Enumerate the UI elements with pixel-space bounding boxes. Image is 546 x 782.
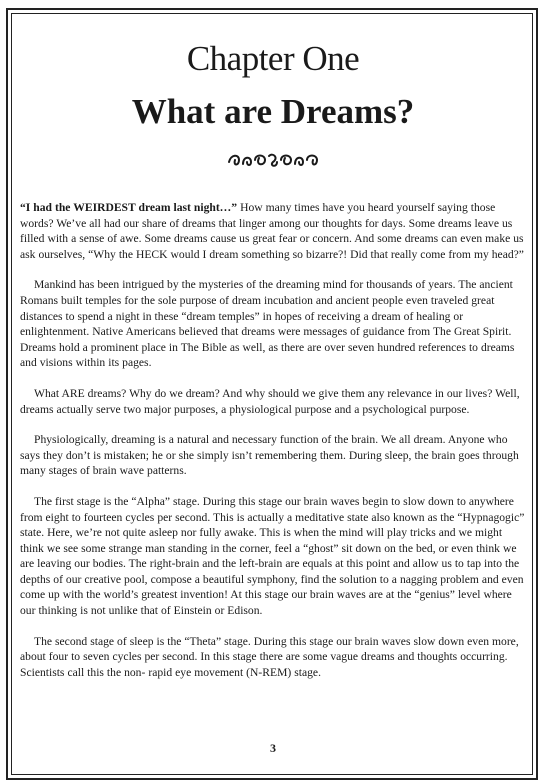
decorative-flourish-icon (20, 150, 526, 172)
paragraph-5: The first stage is the “Alpha” stage. During this stage our brain waves begin to slow down to anywhere from eight to fourteen cycles per second. This is actually a meditative state also known as the “Hypnagogic” state. Here, we’re not quite asleep nor fully awake. This is when the mind will play tricks and we might think we see some strange man standing in the corner, feel a “ghost” sit down on the bed, or even think we are leaving our bodies. The right-brain and the left-brain are equals at this point and allow us to tap into the depths of our creative pool, compose a beautiful symphony, find the solution to a nagging problem and even come up with the world’s greatest invention! At this stage our brain waves are at the “genius” level where our thinking is not unlike that of Einstein or Edison. (20, 494, 525, 618)
chapter-body (20, 200, 526, 680)
paragraph-1 (20, 200, 526, 262)
paragraph-text: How many times have you heard yourself saying those words? We’ve all had our share of dreams that linger among our thoughts for days. Some dreams leave us filled with a sense of awe. Some dreams cause us great fear or concern. And some dreams can even make us ask ourselves, “Why the HECK would I dream something so bizarre?! Did that really come from my head?” (20, 201, 524, 261)
paragraph-lead: “I had the WEIRDEST dream last night…” (20, 201, 238, 214)
page-content (20, 40, 526, 695)
paragraph-3: What ARE dreams? Why do we dream? And why should we give them any relevance in our lives? Well, dreams actually serve two major purposes, a physiological purpose and a psychological purpose. (20, 386, 520, 416)
flourish-svg (225, 150, 321, 170)
paragraph-2: Mankind has been intrigued by the mysteries of the dreaming mind for thousands of years. The ancient Romans built temples for the sole purpose of dream incubation and ancient people even traveled great distances to spend a night in these “dream temples” in hopes of receiving a dream of healing or enlightenment. Native Americans believed that dreams were messages of guidance from The Great Spirit. Dreams hold a prominent place in The Bible as well, as there are over seven hundred references to dreams and visions within its pages. (20, 278, 515, 370)
paragraph-6: The second stage of sleep is the “Theta” stage. During this stage our brain waves slow down even more, about four to seven cycles per second. In this stage there are some vague dreams and thoughts occurring. Scientists call this the non- rapid eye movement (N-REM) stage. (20, 634, 519, 679)
chapter-title: What are Dreams? (131, 92, 415, 131)
chapter-number: Chapter One (186, 39, 360, 78)
paragraph-4: Physiologically, dreaming is a natural and necessary function of the brain. We all dream. Anyone who says they don’t is mistaken; he or she simply isn’t remembering them. During sleep, the brain goes through many stages of brain wave patterns. (20, 433, 519, 478)
page-number: 3 (270, 741, 276, 755)
